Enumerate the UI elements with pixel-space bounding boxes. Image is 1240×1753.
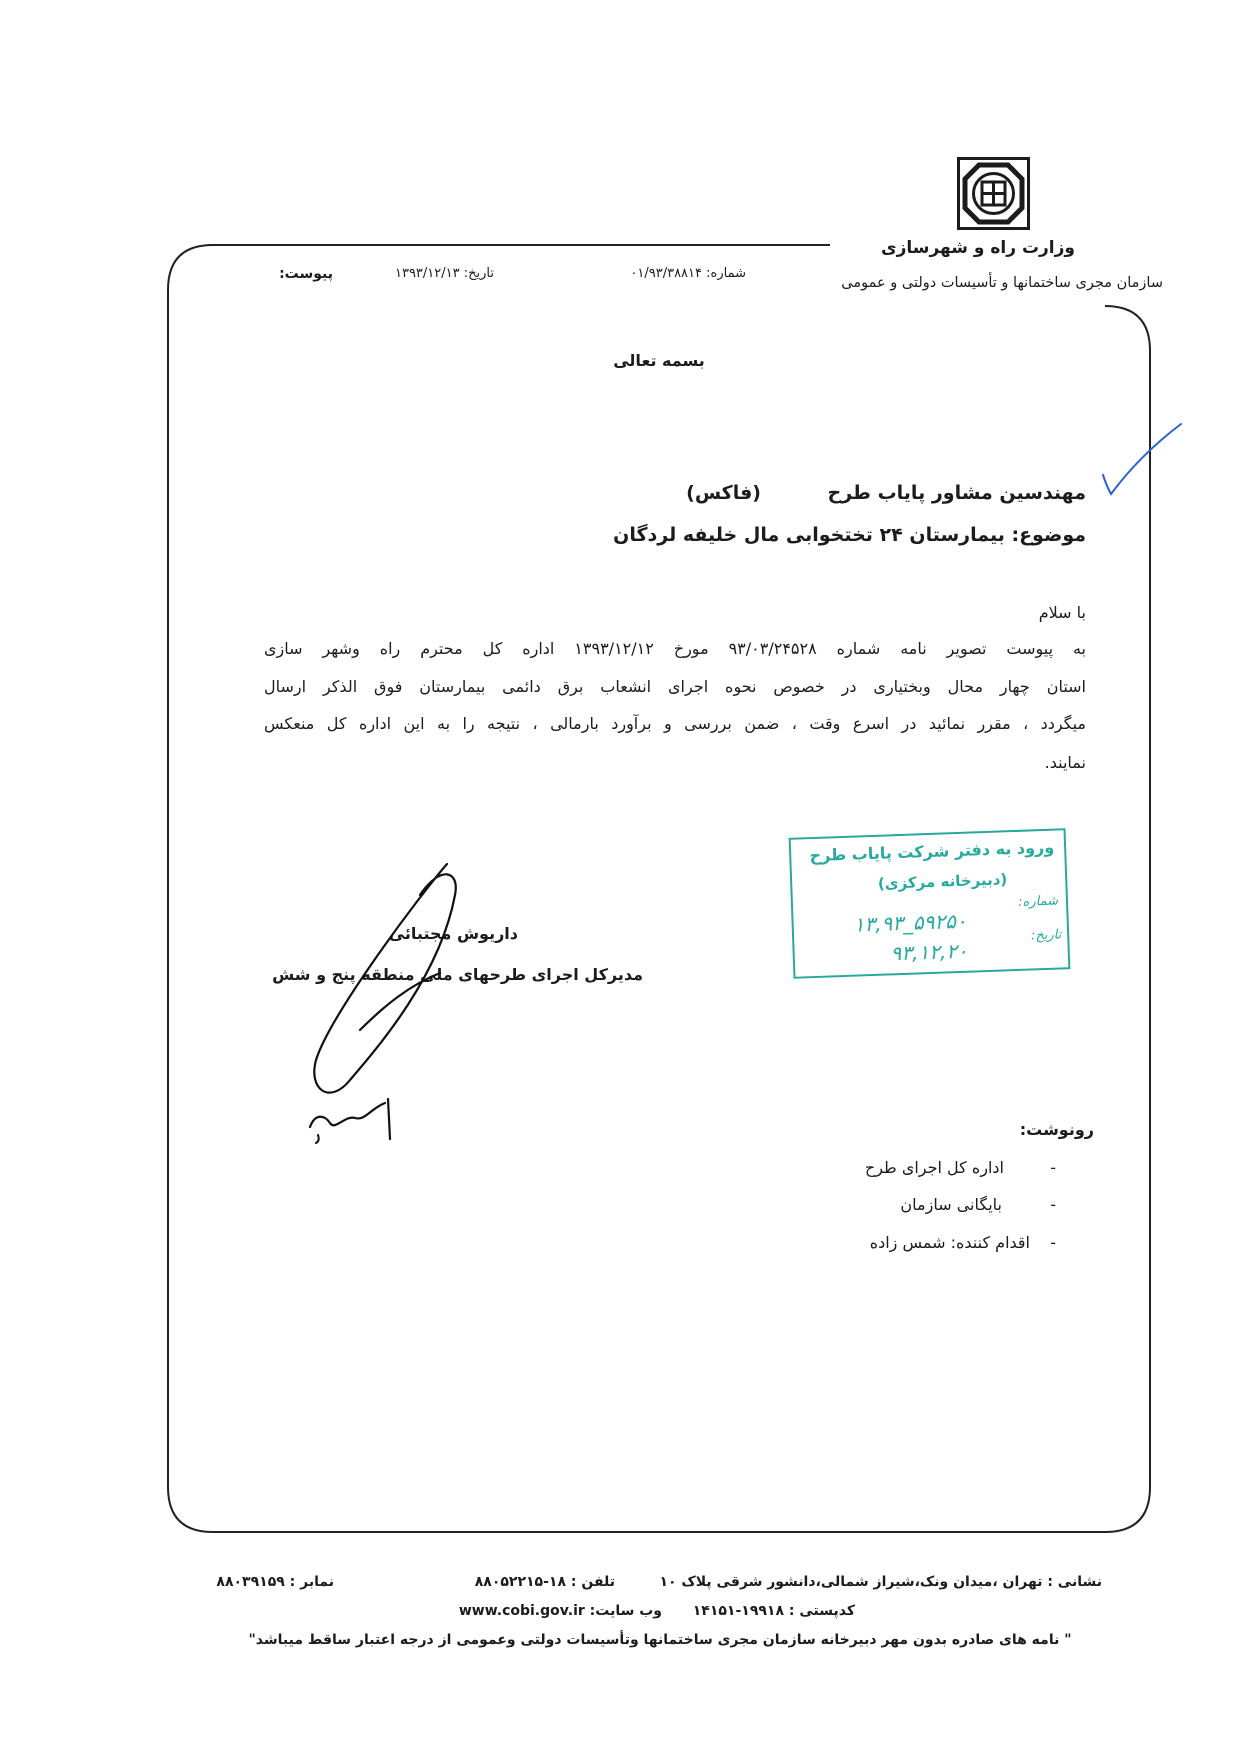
footer-website: وب سایت: www.cobi.gov.ir [458, 1603, 662, 1619]
ministry-name: وزارت راه و شهرسازی [880, 238, 1075, 258]
body-line: به پیوست تصویر نامه شماره ۹۳/۰۳/۲۴۵۲۸ مورخ ۱۳۹۳/۱۲/۱۲ اداره کل محترم راه وشهر سازی [264, 639, 1087, 658]
footer-phone: تلفن : ۱۸-۸۸۰۵۲۲۱۵ [474, 1574, 615, 1590]
received-stamp [789, 828, 1071, 979]
stamp-date-label: تاریخ: [1030, 927, 1062, 944]
footer-notice: " نامه های صادره بدون مهر دبیرخانه سازمان مجری ساختمانها وتأسیسات دولتی وعمومی از درجه اعتبار ساقط میباشد" [248, 1632, 1072, 1648]
cc-label: رونوشت: [1019, 1120, 1094, 1139]
stamp-number-label: شماره: [1017, 893, 1059, 910]
cc-bullet: - [1050, 1233, 1056, 1252]
checkmark-icon [1095, 415, 1190, 505]
body-line: نمایند. [1044, 753, 1086, 772]
body-line: میگردد ، مقرر نمائید در اسرع وقت ، ضمن بررسی و برآورد بارمالی ، نتیجه را به این اداره کل منعکس [264, 714, 1086, 733]
body-line: استان چهار محال وبختیاری در خصوص نحوه اجرای انشعاب برق دائمی بیمارستان فوق الذکر ارسال [264, 677, 1086, 696]
subject-line: موضوع: بیمارستان ۲۴ تختخوابی مال خلیفه لردگان [613, 524, 1086, 546]
cc-item: اقدام کننده: شمس زاده [869, 1233, 1030, 1252]
stamp-number-value: ۱۳,۹۳_۵۹۲۵۰ [853, 908, 968, 937]
letter-date: تاریخ: ۱۳۹۳/۱۲/۱۳ [394, 266, 494, 281]
attachment-label: پیوست: [279, 266, 333, 282]
stamp-date-value: ۹۳,۱۲,۲۰ [890, 938, 969, 966]
signature-icon [290, 855, 470, 1145]
stamp-title: ورود به دفتر شرکت پایاب طرح [809, 837, 1055, 866]
organization-name: سازمان مجری ساختمانها و تأسیسات دولتی و عمومی [841, 275, 1163, 291]
delivery-method: (فاکس) [686, 482, 761, 504]
cc-item: اداره کل اجرای طرح [864, 1158, 1004, 1177]
cc-bullet: - [1050, 1158, 1056, 1177]
cc-item: بایگانی سازمان [900, 1195, 1002, 1214]
invocation: بسمه تعالی [613, 351, 705, 370]
greeting: با سلام [1038, 603, 1086, 622]
recipient: مهندسین مشاور پایاب طرح [827, 482, 1086, 504]
footer-fax: نمابر : ۸۸۰۳۹۱۵۹ [216, 1574, 334, 1590]
signer-name: داریوش مجتبائی [388, 924, 518, 943]
footer-address: نشانی : تهران ،میدان ونک،شیراز شمالی،دانشور شرقی پلاک ۱۰ [659, 1574, 1102, 1590]
footer-postal-code: کدپستی : ۱۹۹۱۸-۱۴۱۵۱ [692, 1603, 855, 1619]
cc-bullet: - [1050, 1195, 1056, 1214]
signer-title: مدیرکل اجرای طرحهای ملی منطقه پنج و شش [272, 965, 643, 984]
letter-number: شماره: ۰۱/۹۳/۳۸۸۱۴ [630, 266, 746, 281]
ministry-emblem-icon [957, 157, 1030, 230]
stamp-subtitle: (دبیرخانه مرکزی) [877, 870, 1008, 893]
